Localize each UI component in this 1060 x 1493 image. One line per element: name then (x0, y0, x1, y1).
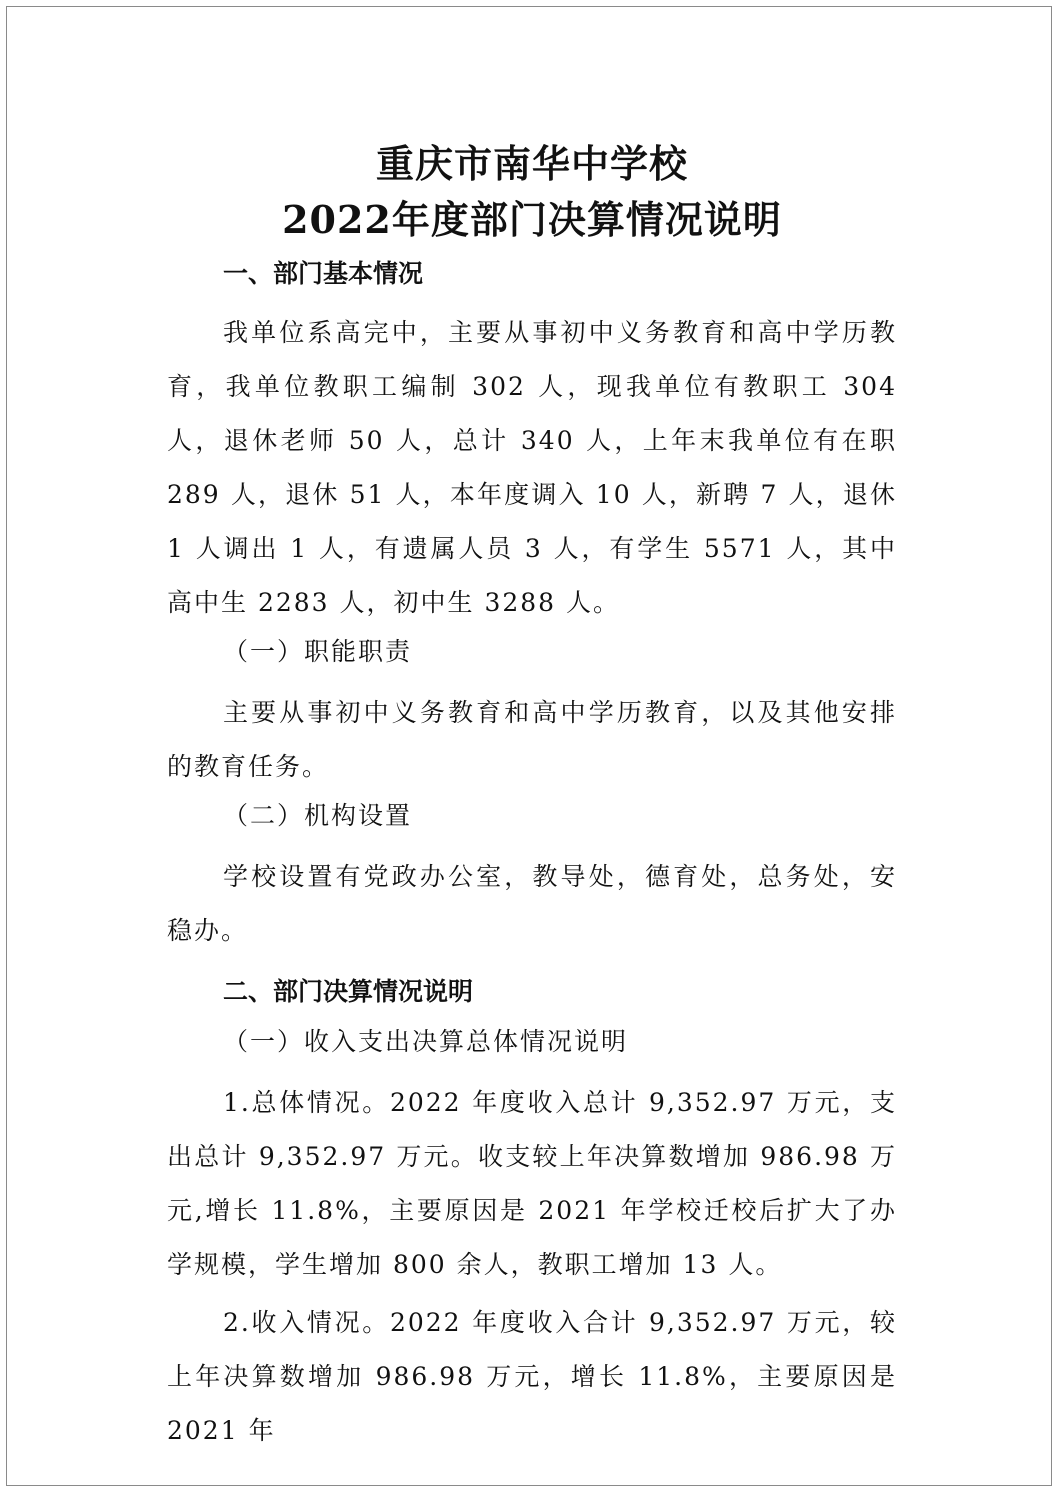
title-report-name: 2022年度部门决算情况说明 (282, 197, 782, 242)
paragraph-organization: 学校设置有党政办公室，教导处，德育处，总务处，安稳办。 (167, 862, 897, 945)
title-school-name: 重庆市南华中学校 (375, 141, 688, 186)
paragraph-functions: 主要从事初中义务教育和高中学历教育，以及其他安排的教育任务。 (167, 698, 897, 781)
document-body (167, 136, 897, 1462)
subheading-income-expense-overview: （一）收入支出决算总体情况说明 (223, 1027, 629, 1056)
subheading-organization: （二）机构设置 (223, 801, 413, 830)
section-heading-final-accounts: 二、部门决算情况说明 (223, 977, 474, 1006)
paragraph-overall-situation: 1.总体情况。2022 年度收入总计 9,352.97 万元，支出总计 9,352.97 万元。收支较上年决算数增加 986.98 万元,增长 11.8%，主要原因是 2021 年学校迁校后扩大了办学规模，学生增加 800 余人，教职工增加 13 人。 (167, 1088, 897, 1279)
paragraph-basic-info: 我单位系高完中，主要从事初中义务教育和高中学历教育，我单位教职工编制 302 人，现我单位有教职工 304 人，退休老师 50 人，总计 340 人，上年末我单位有在职 289 人，退休 51 人，本年度调入 10 人，新聘 7 人，退休 1 人调出 1 人，有遗属人员 3 人，有学生 5571 人，其中高中生 2283 人，初中生 3288 人。 (167, 318, 897, 617)
subheading-functions: （一）职能职责 (223, 637, 413, 666)
section-heading-basic-info: 一、部门基本情况 (223, 259, 424, 288)
paragraph-income-situation: 2.收入情况。2022 年度收入合计 9,352.97 万元，较上年决算数增加 986.98 万元，增长 11.8%，主要原因是 2021 年 (167, 1308, 897, 1445)
